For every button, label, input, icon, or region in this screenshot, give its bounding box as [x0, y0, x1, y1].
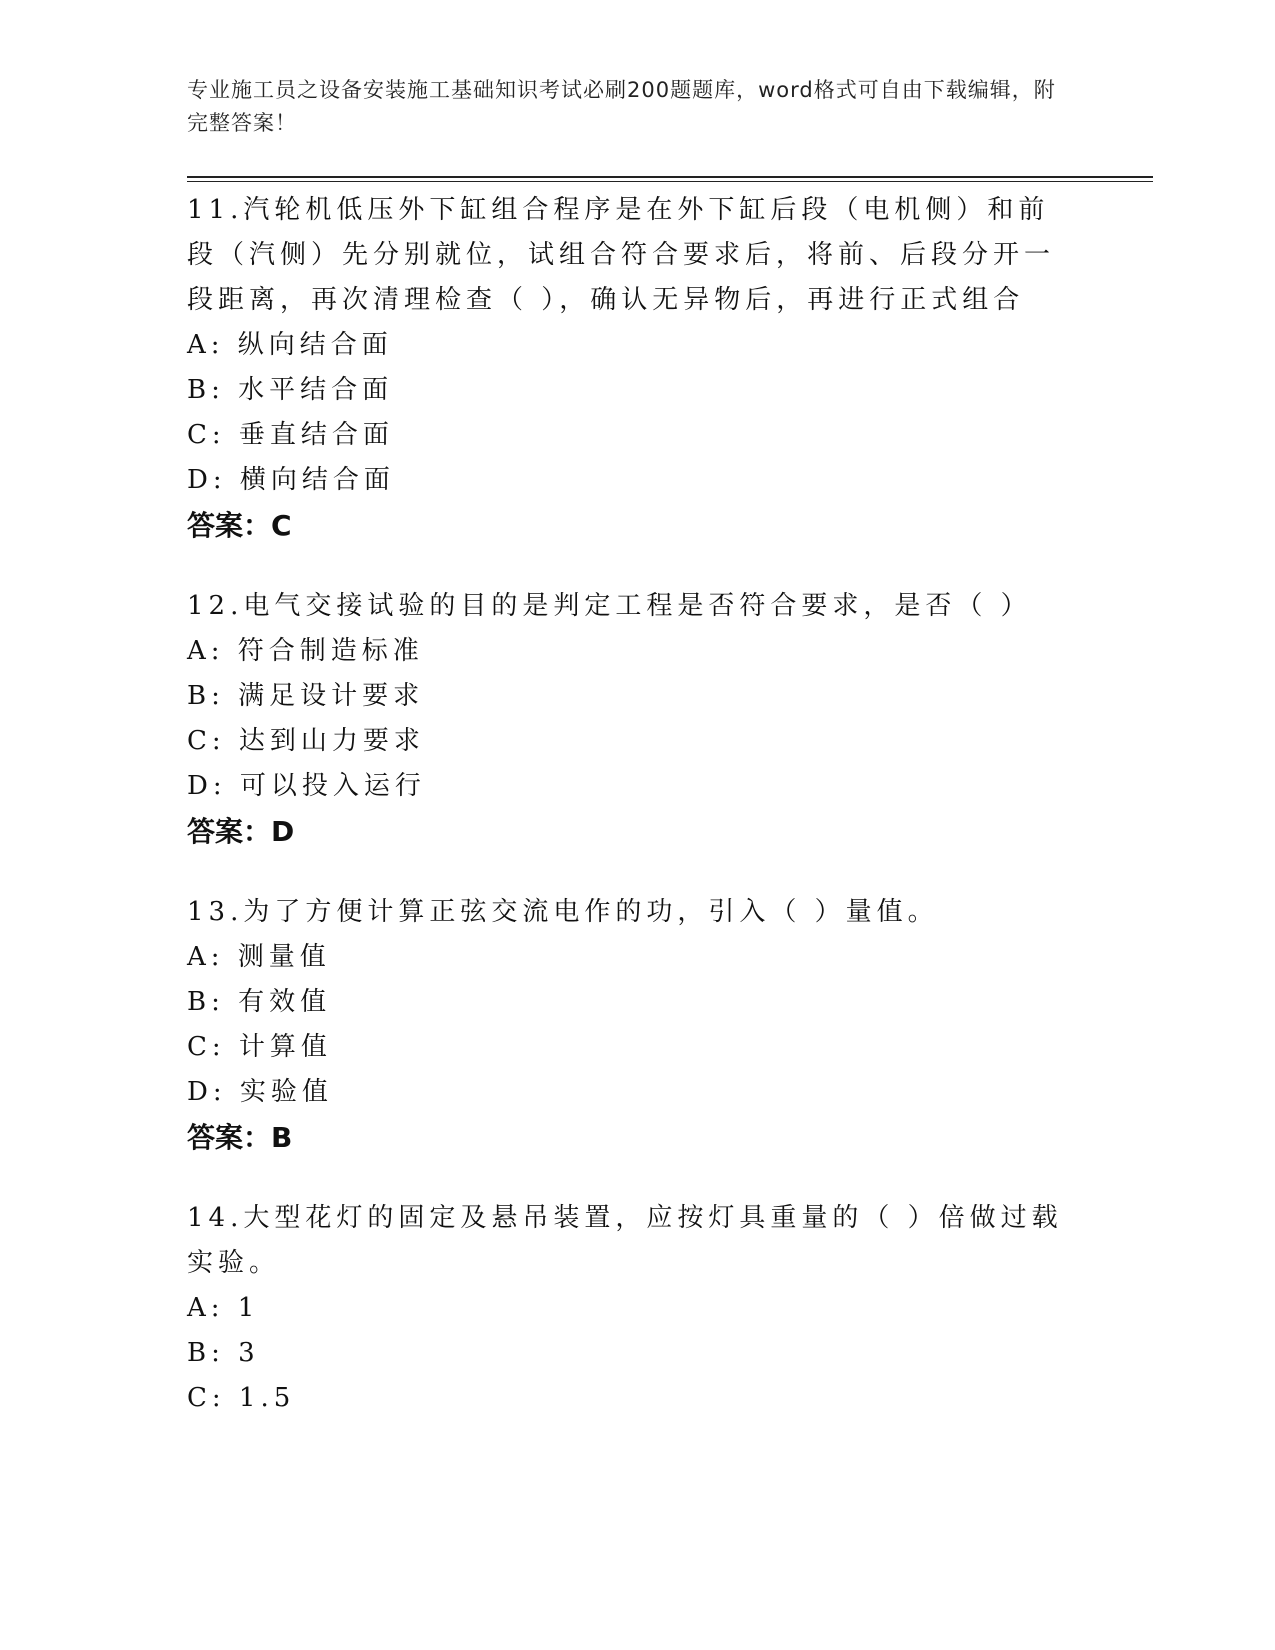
answer: 答案：D — [187, 815, 295, 848]
option-c: C: 达到山力要求 — [187, 726, 425, 756]
option-b: B: 3 — [187, 1338, 260, 1368]
question-text: 14.大型花灯的固定及悬吊装置，应按灯具重量的（ ）倍做过载实验。 — [187, 1203, 1063, 1278]
answer: 答案：B — [187, 1121, 293, 1154]
option-a: A: 1 — [187, 1293, 260, 1323]
question-text: 11.汽轮机低压外下缸组合程序是在外下缸后段（电机侧）和前段（汽侧）先分别就位，试组合符合要求后，将前、后段分开一段距离，再次清理检查（ ），确认无异物后，再进行正式组合 — [187, 195, 1056, 315]
option-a: A: 符合制造标准 — [187, 636, 424, 666]
header-divider — [187, 176, 1153, 182]
document-header: 专业施工员之设备安装施工基础知识考试必刷200题题库，word格式可自由下载编辑，附完整答案！ — [187, 78, 1056, 135]
option-b: B: 满足设计要求 — [187, 681, 425, 711]
option-a: A: 测量值 — [187, 942, 331, 972]
option-a: A: 纵向结合面 — [187, 330, 393, 360]
answer: 答案：C — [187, 509, 292, 542]
option-c: C: 计算值 — [187, 1032, 332, 1062]
question-list — [187, 188, 1067, 1457]
question-11 — [187, 188, 1067, 548]
option-b: B: 有效值 — [187, 987, 332, 1017]
option-d: D: 横向结合面 — [187, 465, 395, 495]
question-14 — [187, 1196, 1067, 1421]
option-d: D: 可以投入运行 — [187, 771, 426, 801]
option-d: D: 实验值 — [187, 1077, 333, 1107]
question-text: 12.电气交接试验的目的是判定工程是否符合要求，是否（ ） — [187, 591, 1032, 621]
question-13 — [187, 890, 1067, 1160]
option-b: B: 水平结合面 — [187, 375, 394, 405]
option-c: C: 1.5 — [187, 1383, 296, 1413]
option-c: C: 垂直结合面 — [187, 420, 394, 450]
question-12 — [187, 584, 1067, 854]
question-text: 13.为了方便计算正弦交流电作的功，引入（ ）量值。 — [187, 897, 939, 927]
